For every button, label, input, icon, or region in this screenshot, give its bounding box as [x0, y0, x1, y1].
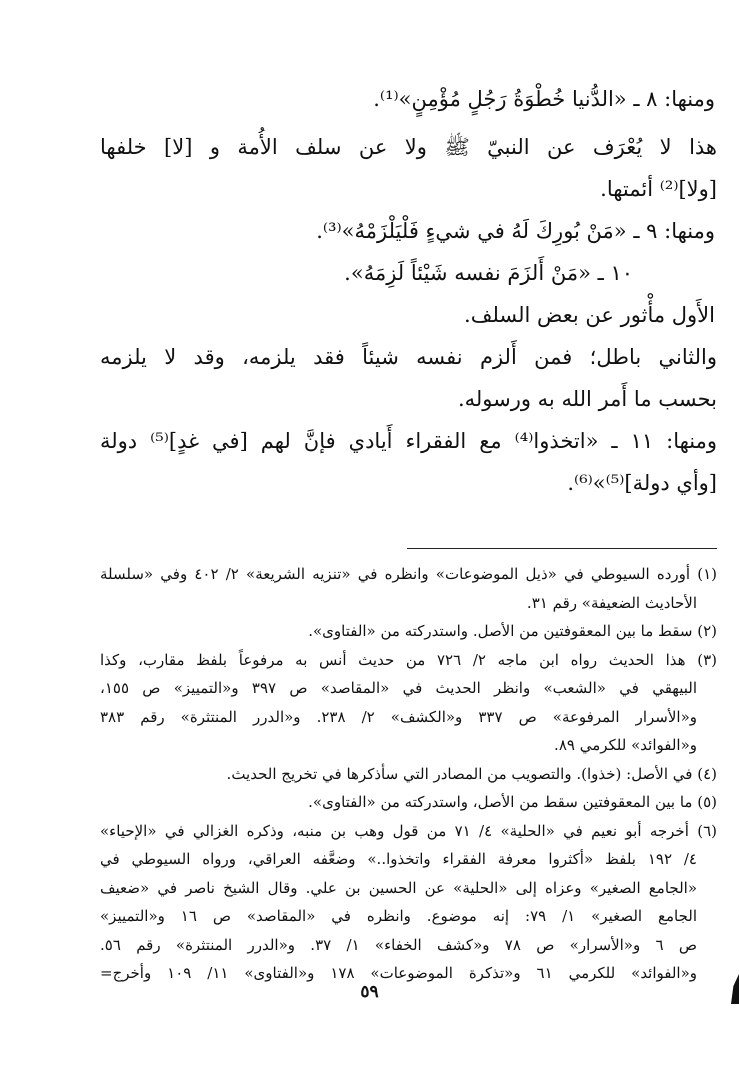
- footnote-line: و«الفوائد» للكرمي ٨٩.: [554, 736, 697, 754]
- text-line: ومنها: ٩ ـ «مَنْ بُورِكَ لَهُ في شيءٍ فَلْيَلْزَمْهُ»⁽³⁾.: [316, 219, 715, 243]
- text-line: [ولا]⁽²⁾ أئمتها.: [600, 177, 717, 201]
- footnote-line: (٢) سقط ما بين المعقوفتين من الأصل. واستدركته من «الفتاوى».: [308, 622, 717, 640]
- text-line: هذا لا يُعْرَف عن النبيّ ﷺ ولا عن سلف الأُمة و [لا] خلفها: [100, 135, 717, 159]
- footnotes: [100, 560, 717, 988]
- page-number: ٥٩: [360, 982, 379, 1002]
- footnote-line: ص ٦ و«الأسرار» ص ٧٨ و«كشف الخفاء» ١/ ٣٧. و«الدرر المنتثرة» رقم ٥٦.: [100, 935, 698, 954]
- text-line: [وأي دولة]⁽⁵⁾»⁽⁶⁾.: [567, 471, 717, 495]
- footnote-line: «الجامع الصغير» وعزاه إلى «الحلية» عن الحسين بن علي. وقال الشيخ ناصر في «ضعيف: [100, 878, 697, 897]
- text-line: والثاني باطل؛ فمن أَلزم نفسه شيئاً فقد يلزمه، وقد لا يلزمه: [100, 345, 717, 369]
- footnote-line: و«الأسرار المرفوعة» ص ٣٣٧ و«الكشف» ٢/ ٢٣٨. و«الدرر المنتثرة» رقم ٣٨٣: [100, 707, 697, 726]
- footnote-line: البيهقي في «الشعب» وانظر الحديث في «المقاصد» ص ٣٩٧ و«التمييز» ص ١٥٥،: [100, 679, 697, 697]
- footnote-line: (٦) أخرجه أبو نعيم في «الحلية» ٤/ ٧١ من قول وهب بن منبه، وذكره الغزالي في «الإحياء»: [100, 821, 717, 840]
- main-text: [100, 78, 717, 504]
- footnote-line: (٥) ما بين المعقوفتين سقط من الأصل، واستدركته من «الفتاوى».: [308, 793, 717, 811]
- footnote-line: (١) أورده السيوطي في «ذيل الموضوعات» وانظره في «تنزيه الشريعة» ٢/ ٤٠٢ وفي «سلسلة: [100, 565, 717, 583]
- footnote-line: الأحاديث الضعيفة» رقم ٣١.: [526, 593, 697, 612]
- footnote-line: (٤) في الأصل: (خذوا). والتصويب من المصادر التي سأذكرها في تخريج الحديث.: [226, 764, 717, 783]
- footnote-line: ٤/ ١٩٢ بلفظ «أكثروا معرفة الفقراء واتخذوا..» وضعَّفه العراقي، ورواه السيوطي في: [100, 850, 697, 868]
- text-line: ومنها: ١١ ـ «اتخذوا⁽⁴⁾ مع الفقراء أَيادي فإنَّ لهم [في غدٍ]⁽⁵⁾ دولة: [100, 429, 717, 453]
- text-line: ١٠ ـ «مَنْ أَلزَمَ نفسه شَيْئاً لَزِمَهُ».: [344, 261, 633, 285]
- footnote-line: و«الفوائد» للكرمي ٦١ و«تذكرة الموضوعات» ١٧٨ و«الفتاوى» ١١/ ١٠٩ وأخرج=: [100, 964, 698, 982]
- footnote-line: (٣) هذا الحديث رواه ابن ماجه ٢/ ٧٢٦ من حديث أنس به مرفوعاً بلفظ مقارب، وكذا: [100, 650, 717, 669]
- footnote-separator: [407, 548, 717, 549]
- text-line: ومنها: ٨ ـ «الدُّنيا خُطْوَةُ رَجُلٍ مُؤْمِنٍ»⁽¹⁾.: [373, 87, 715, 111]
- footnote-line: الجامع الصغير» ١/ ٧٩: إنه موضوع. وانظره في «المقاصد» ص ١٦ و«التمييز»: [100, 907, 698, 925]
- text-line: الأَول مأْثور عن بعض السلف.: [464, 303, 715, 327]
- text-line: بحسب ما أَمر الله به ورسوله.: [457, 387, 717, 411]
